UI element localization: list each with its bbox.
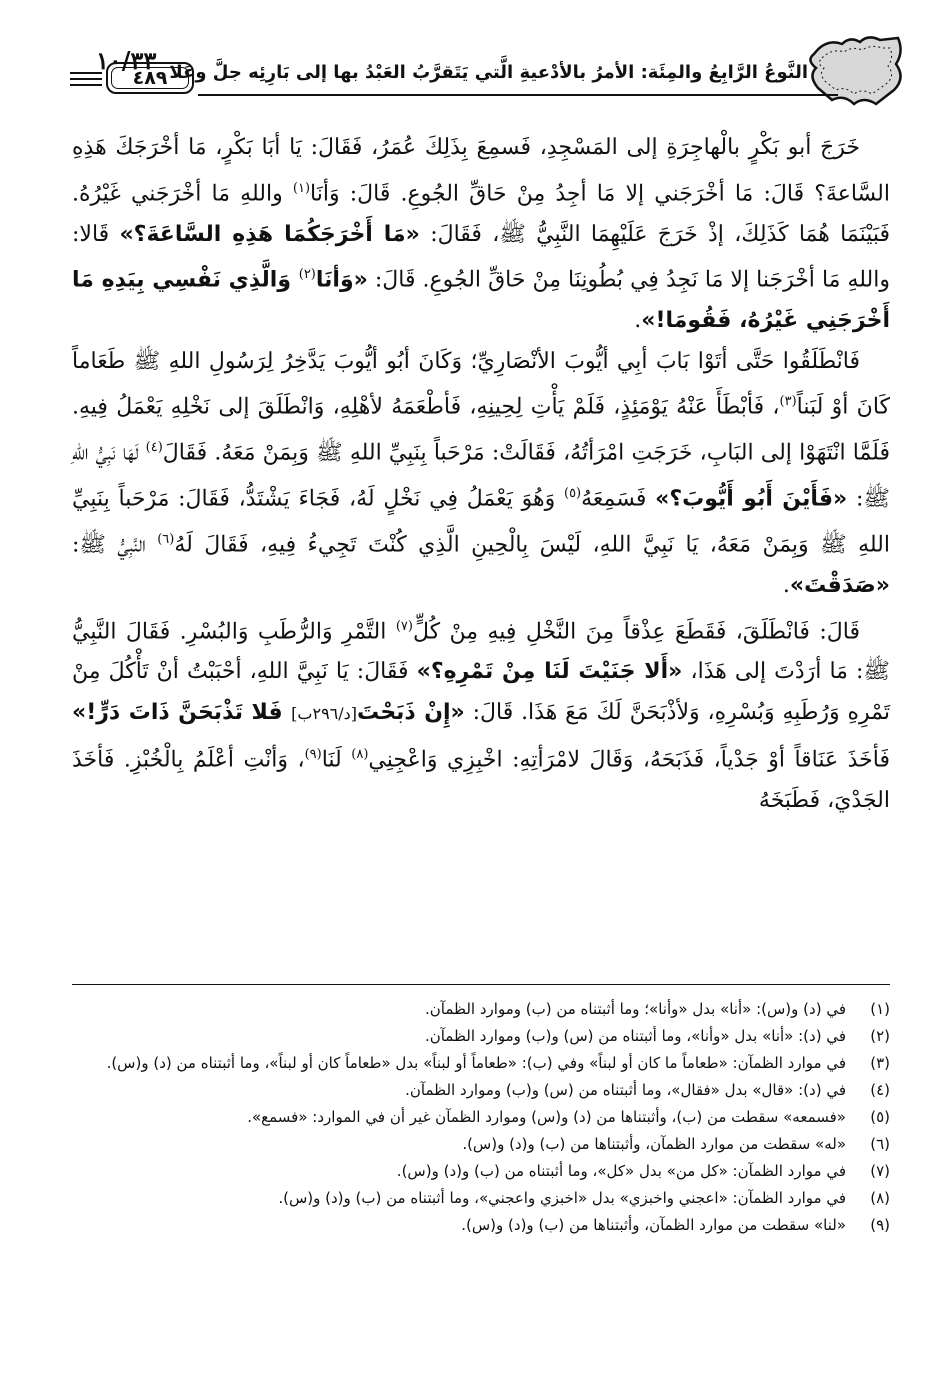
header-rule-left xyxy=(70,72,102,74)
hadith-quote: فَلا تَذْبَحَنَّ ذَاتَ دَرٍّ!» xyxy=(72,700,292,726)
hadith-quote: وَالَّذِي نَفْسِي بِيَدِهِ مَا أَخْرَجَنِي غَيْرُهُ، فَقُومَا!» xyxy=(72,267,890,334)
hadith-quote: «إِنْ ذَبَحْتَ xyxy=(357,700,465,726)
footnote-item xyxy=(72,1131,890,1158)
footnote-ref[interactable]: (٩) xyxy=(304,746,322,762)
paragraph-3: قَالَ: فَانْطَلَقَ، فَقَطَعَ عِذْقاً مِنَ النَّخْلِ فِيهِ مِنْ كُلٍّ$^{(٧)}$ التَّمْرِ وَالرُّطَبِ وَالبُسْرِ. فَقَالَ النَّبِيُّ ﷺ: مَا أرَدْتَ إلى هَذَا، «أَلا جَنَيْتَ لَنَا مِنْ تَمْرِهِ؟» فَقَالَ: يَا نَبِيَّ اللهِ، أحْبَبْتُ أنْ تَأْكُلَ مِنْ تَمْرِهِ وَرُطَبِهِ وَبُسْرِهِ، وَلأذْبَحَنَّ لَكَ مَعَ هَذَا. قَالَ: «إِنْ ذَبَحْتَ[د/٢٩٦ب] فَلا تَذْبَحَنَّ ذَاتَ دَرٍّ!» فَأخَذَ عَنَاقاً أوْ جَدْياً، فَذَبَحَهُ، وَقَالَ لامْرَأتِهِ: اخْبِزِي وَاعْجِنِي$^{(٨)}$ لَنَا$^{(٩)}$، وَأنْتِ أعْلَمُ بِالْخُبْزِ. فَأخَذَ الجَدْيَ، فَطَبَخَهُ xyxy=(72,618,890,813)
footnote-number: (٩) xyxy=(870,1216,890,1234)
paragraph-1: خَرَجَ أبو بَكْرٍ بالْهاجِرَةِ إلى المَسْجِدِ، فَسمِعَ بِذَلِكَ عُمَرُ، فَقَالَ: يَا أبَا بَكْرٍ، مَا أخْرَجَكَ هَذِهِ السَّاعةَ؟ قَالَ: مَا أخْرَجَني إلا مَا أجِدُ مِنْ حَاقِّ الجُوعِ. قَالَ: وَأنَا$^{(١)}$ واللهِ مَا أخْرَجَني غَيْرُهُ. فَبَيْنَمَا هُمَا كَذَلِكَ، إذْ خَرَجَ عَلَيْهِمَا النَّبِيُّ ﷺ، فَقَالَ: «مَا أَخْرَجَكُمَا هَذِهِ السَّاعَةَ؟» قَالا: واللهِ مَا أخْرَجَنا إلا مَا نَجِدُ فِي بُطُونِنَا مِنْ حَاقِّ الجُوعِ. قَالَ: «وَأنَا$^{(٢)}$ وَالَّذِي نَفْسِي بِيَدِهِ مَا أَخْرَجَنِي غَيْرُهُ، فَقُومَا!». xyxy=(72,135,891,334)
footnote-text: «فسمعه» سقطت من (ب)، وأثبتناها من (د) و(س) وموارد الظمآن غير أن في الموارد: «فسمع». xyxy=(247,1108,846,1126)
hadith-quote: «مَا أَخْرَجَكُمَا هَذِهِ السَّاعَةَ؟» xyxy=(119,221,420,247)
footnote-item xyxy=(72,1050,890,1077)
header-rule-left-3 xyxy=(70,84,102,86)
footnote-item xyxy=(72,1104,890,1131)
page-header xyxy=(70,32,900,112)
paragraph-2: فَانْطَلَقُوا حَتَّى أتَوْا بَابَ أبِي أيُّوبَ الأنْصَارِيِّ؛ وَكَانَ أبُو أيُّوبَ يَدَّخِرُ لِرَسُولِ اللهِ ﷺ طَعَاماً كَانَ أوْ لَبَناً$^{(٣)}$، فَأبْطَأَ عَنْهُ يَوْمَئِذٍ، فَلَمْ يَأْتِ لِحِينِهِ، فَأطْعَمَهُ لأهْلِهِ، وَانْطَلَقَ إلى نَخْلِهِ يَعْمَلُ فِيهِ. فَلَمَّا انْتَهَوْا إلى البَابِ، خَرَجَتِ امْرَأتُهُ، فَقَالَتْ: مَرْحَباً بِنَبِيِّ اللهِ ﷺ وَبِمَنْ مَعَهُ. فَقَالَ$^{(٤)}$ لَهَا نَبِيُّ اللهِ ﷺ: «فَأَيْنَ أَبُو أَيُّوبَ؟» فَسَمِعَهُ$^{(٥)}$ وَهُوَ يَعْمَلُ فِي نَخْلٍ لَهُ، فَجَاءَ يَشْتَدُّ، فَقَالَ: مَرْحَباً بِنَبِيِّ اللهِ ﷺ وَبِمَنْ مَعَهُ، يَا نَبِيَّ اللهِ، لَيْسَ بِالْحِينِ الَّذِي كُنْتَ تَجِيءُ فِيهِ، فَقَالَ لَهُ$^{(٦)}$ النَّبِيُّ ﷺ: «صَدَقْتَ». xyxy=(72,348,891,598)
footnote-number: (٨) xyxy=(870,1189,890,1207)
footnotes xyxy=(72,996,890,1239)
footnote-text: في موارد الظمآن: «كل من» بدل «كل»، وما أثبتناه من (ب) و(د) و(س). xyxy=(396,1162,846,1180)
footnote-item xyxy=(72,1077,890,1104)
footnote-ref[interactable]: (٧) xyxy=(395,618,413,634)
footnote-text: في (د) و(س): «أنا» بدل «وأنا»؛ وما أثبتناه من (ب) وموارد الظمآن. xyxy=(425,1000,846,1018)
ornament-text: ١٠/٣٣ xyxy=(96,46,157,75)
footnote-text: في (د): «أنا» بدل «وأنا»، وما أثبتناه من (س) و(ب) وموارد الظمآن. xyxy=(424,1027,846,1045)
footnote-number: (١) xyxy=(870,1000,890,1018)
footnote-number: (٢) xyxy=(870,1027,890,1045)
footnote-number: (٤) xyxy=(870,1081,890,1099)
footnote-ref[interactable]: (٨) xyxy=(351,746,369,762)
footnote-item xyxy=(72,996,890,1023)
footnote-ref[interactable]: (١) xyxy=(292,180,311,196)
footnote-text: «لنا» سقطت من موارد الظمآن، وأثبتناها من (ب) و(د) و(س). xyxy=(461,1216,846,1234)
puzzle-ornament-icon xyxy=(806,34,906,110)
header-rule-left-2 xyxy=(70,78,102,80)
footnote-number: (٣) xyxy=(870,1054,890,1072)
hadith-quote: «صَدَقْتَ» xyxy=(789,572,890,598)
hadith-quote: «وَأنَا xyxy=(315,267,368,293)
footnote-ref[interactable]: (٢) xyxy=(298,267,316,283)
hadith-quote: «أَلا جَنَيْتَ لَنَا مِنْ تَمْرِهِ؟» xyxy=(416,659,683,685)
page-number-box xyxy=(106,62,194,94)
footnote-item xyxy=(72,1185,890,1212)
footnote-ref[interactable]: (٣) xyxy=(779,394,797,410)
footnote-ref[interactable]: (٦) xyxy=(157,531,175,547)
footnote-ref[interactable]: (٥) xyxy=(563,486,582,502)
footnote-text: في موارد الظمآن: «طعاماً ما كان أو لبناً» وفي (ب): «طعاماً أو لبناً» بدل «طعاماً كان أو لبناً»، وما أثبتناه من (د) و(س). xyxy=(106,1054,846,1072)
footnote-ref[interactable]: (٤) xyxy=(145,440,163,456)
footnote-number: (٥) xyxy=(870,1108,890,1126)
footnote-number: (٦) xyxy=(870,1135,890,1153)
footnote-text: «له» سقطت من موارد الظمآن، وأثبتناها من (ب) و(د) و(س). xyxy=(462,1135,846,1153)
footnote-number: (٧) xyxy=(870,1162,890,1180)
page-number: ٤٨٩ xyxy=(132,67,168,89)
header-rule-bottom xyxy=(198,94,838,96)
running-title: النَّوعُ الرَّابِعُ والمِئَة: الأمرُ بالأدْعيةِ الَّتي يَتَقرَّبُ العَبْدُ بها إلى بَارِئِه جلَّ وعَلا xyxy=(169,62,808,83)
footnote-text: في (د): «قال» بدل «فقال»، وما أثبتناه من (س) و(ب) وموارد الظمآن. xyxy=(405,1081,846,1099)
footnote-separator xyxy=(72,984,890,985)
footnote-item xyxy=(72,1158,890,1185)
footnote-item xyxy=(72,1023,890,1050)
footnote-text: في موارد الظمآن: «اعجني واخبزي» بدل «اخبزي واعجني»، وما أثبتناه من (ب) و(د) و(س). xyxy=(278,1189,846,1207)
footnote-item xyxy=(72,1212,890,1239)
manuscript-marker: [د/٢٩٦ب] xyxy=(291,704,358,724)
hadith-quote: «فَأَيْنَ أَبُو أَيُّوبَ؟» xyxy=(655,486,848,512)
main-text xyxy=(72,128,890,821)
